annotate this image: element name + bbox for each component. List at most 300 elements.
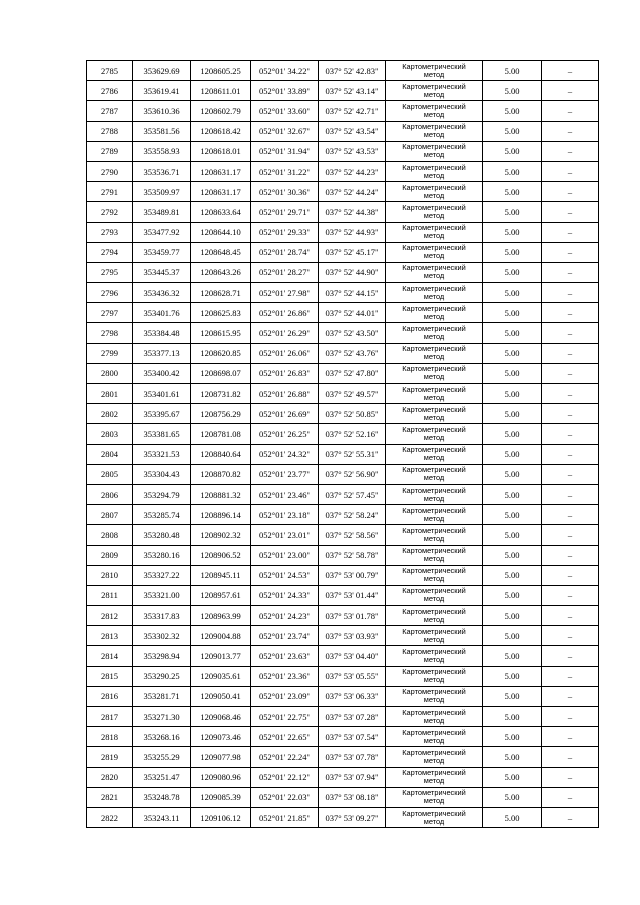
dash-cell: –: [542, 242, 599, 262]
x-coordinate-cell: 353280.48: [133, 525, 191, 545]
y-coordinate-cell: 1208644.10: [191, 222, 251, 242]
method-cell: [386, 161, 483, 181]
latitude-cell: 052°01' 26.69": [251, 404, 319, 424]
y-coordinate-cell: 1208896.14: [191, 505, 251, 525]
dash-cell: –: [542, 101, 599, 121]
y-coordinate-cell: 1208605.25: [191, 61, 251, 81]
method-cell: [386, 444, 483, 464]
accuracy-cell: 5.00: [483, 606, 542, 626]
longitude-cell: 037° 52' 44.38": [319, 202, 386, 222]
accuracy-cell: 5.00: [483, 646, 542, 666]
dash-cell: –: [542, 727, 599, 747]
x-coordinate-cell: 353302.32: [133, 626, 191, 646]
y-coordinate-cell: 1209077.98: [191, 747, 251, 767]
x-coordinate-cell: 353281.71: [133, 686, 191, 706]
method-cell: [386, 283, 483, 303]
x-coordinate-cell: 353304.43: [133, 464, 191, 484]
dash-cell: –: [542, 444, 599, 464]
table-row: [87, 182, 599, 202]
method-line1: Картометрический: [402, 101, 466, 111]
latitude-cell: 052°01' 23.36": [251, 666, 319, 686]
method-cell: [386, 707, 483, 727]
y-coordinate-cell: 1208631.17: [191, 161, 251, 181]
table-row: [87, 505, 599, 525]
latitude-cell: 052°01' 26.29": [251, 323, 319, 343]
latitude-cell: 052°01' 26.83": [251, 363, 319, 383]
y-coordinate-cell: 1209068.46: [191, 707, 251, 727]
point-number-cell: 2810: [87, 565, 133, 585]
x-coordinate-cell: 353327.22: [133, 565, 191, 585]
dash-cell: –: [542, 141, 599, 161]
x-coordinate-cell: 353377.13: [133, 343, 191, 363]
point-number-cell: 2800: [87, 363, 133, 383]
accuracy-cell: 5.00: [483, 121, 542, 141]
table-row: [87, 767, 599, 787]
method-line2: метод: [423, 816, 445, 826]
method-line1: Картометрический: [402, 424, 466, 434]
method-line2: метод: [423, 352, 445, 362]
table-row: [87, 646, 599, 666]
y-coordinate-cell: 1208631.17: [191, 182, 251, 202]
method-line2: метод: [423, 776, 445, 786]
method-line1: Картометрический: [402, 747, 466, 757]
method-line2: метод: [423, 412, 445, 422]
method-line1: Картометрический: [402, 566, 466, 576]
table-row: [87, 404, 599, 424]
point-number-cell: 2793: [87, 222, 133, 242]
point-number-cell: 2821: [87, 787, 133, 807]
latitude-cell: 052°01' 26.88": [251, 384, 319, 404]
x-coordinate-cell: 353248.78: [133, 787, 191, 807]
table-row: [87, 545, 599, 565]
longitude-cell: 037° 53' 06.33": [319, 686, 386, 706]
y-coordinate-cell: 1208618.42: [191, 121, 251, 141]
method-line1: Картометрический: [402, 626, 466, 636]
dash-cell: –: [542, 121, 599, 141]
method-line1: Картометрический: [402, 243, 466, 253]
method-line2: метод: [423, 251, 445, 261]
method-line2: метод: [423, 493, 445, 503]
longitude-cell: 037° 53' 00.79": [319, 565, 386, 585]
method-cell: [386, 101, 483, 121]
accuracy-cell: 5.00: [483, 484, 542, 504]
method-line1: Картометрический: [402, 445, 466, 455]
dash-cell: –: [542, 707, 599, 727]
method-line2: метод: [423, 554, 445, 564]
accuracy-cell: 5.00: [483, 464, 542, 484]
dash-cell: –: [542, 81, 599, 101]
dash-cell: –: [542, 202, 599, 222]
table-row: [87, 565, 599, 585]
table-row: [87, 727, 599, 747]
y-coordinate-cell: 1208902.32: [191, 525, 251, 545]
longitude-cell: 037° 53' 03.93": [319, 626, 386, 646]
longitude-cell: 037° 52' 58.24": [319, 505, 386, 525]
method-line1: Картометрический: [402, 465, 466, 475]
y-coordinate-cell: 1208633.64: [191, 202, 251, 222]
y-coordinate-cell: 1208698.07: [191, 363, 251, 383]
latitude-cell: 052°01' 22.75": [251, 707, 319, 727]
method-line1: Картометрический: [402, 727, 466, 737]
point-number-cell: 2791: [87, 182, 133, 202]
method-line2: метод: [423, 655, 445, 665]
table-row: [87, 606, 599, 626]
dash-cell: –: [542, 807, 599, 827]
longitude-cell: 037° 53' 07.54": [319, 727, 386, 747]
longitude-cell: 037° 52' 56.90": [319, 464, 386, 484]
longitude-cell: 037° 52' 42.83": [319, 61, 386, 81]
longitude-cell: 037° 53' 01.44": [319, 585, 386, 605]
method-line2: метод: [423, 332, 445, 342]
longitude-cell: 037° 52' 57.45": [319, 484, 386, 504]
table-row: [87, 747, 599, 767]
x-coordinate-cell: 353255.29: [133, 747, 191, 767]
table-row: [87, 424, 599, 444]
y-coordinate-cell: 1208906.52: [191, 545, 251, 565]
longitude-cell: 037° 52' 44.24": [319, 182, 386, 202]
method-cell: [386, 363, 483, 383]
latitude-cell: 052°01' 23.46": [251, 484, 319, 504]
longitude-cell: 037° 52' 58.56": [319, 525, 386, 545]
latitude-cell: 052°01' 31.22": [251, 161, 319, 181]
method-line1: Картометрический: [402, 768, 466, 778]
method-line1: Картометрический: [402, 162, 466, 172]
point-number-cell: 2797: [87, 303, 133, 323]
method-line1: Картометрический: [402, 546, 466, 556]
x-coordinate-cell: 353401.61: [133, 384, 191, 404]
accuracy-cell: 5.00: [483, 525, 542, 545]
longitude-cell: 037° 52' 49.57": [319, 384, 386, 404]
accuracy-cell: 5.00: [483, 222, 542, 242]
y-coordinate-cell: 1208963.99: [191, 606, 251, 626]
table-row: [87, 343, 599, 363]
point-number-cell: 2812: [87, 606, 133, 626]
longitude-cell: 037° 53' 01.78": [319, 606, 386, 626]
latitude-cell: 052°01' 23.77": [251, 464, 319, 484]
x-coordinate-cell: 353489.81: [133, 202, 191, 222]
table-row: [87, 242, 599, 262]
accuracy-cell: 5.00: [483, 767, 542, 787]
method-line2: метод: [423, 675, 445, 685]
method-line2: метод: [423, 796, 445, 806]
dash-cell: –: [542, 343, 599, 363]
method-cell: [386, 727, 483, 747]
x-coordinate-cell: 353268.16: [133, 727, 191, 747]
method-cell: [386, 545, 483, 565]
method-line1: Картометрический: [402, 344, 466, 354]
y-coordinate-cell: 1208615.95: [191, 323, 251, 343]
longitude-cell: 037° 52' 43.14": [319, 81, 386, 101]
longitude-cell: 037° 53' 07.94": [319, 767, 386, 787]
method-line1: Картометрический: [402, 384, 466, 394]
accuracy-cell: 5.00: [483, 384, 542, 404]
method-line1: Картометрический: [402, 404, 466, 414]
dash-cell: –: [542, 666, 599, 686]
dash-cell: –: [542, 303, 599, 323]
method-line2: метод: [423, 574, 445, 584]
method-line2: метод: [423, 130, 445, 140]
method-cell: [386, 384, 483, 404]
table-row: [87, 384, 599, 404]
longitude-cell: 037° 52' 47.80": [319, 363, 386, 383]
table-row: [87, 464, 599, 484]
accuracy-cell: 5.00: [483, 283, 542, 303]
method-line2: метод: [423, 170, 445, 180]
accuracy-cell: 5.00: [483, 262, 542, 282]
latitude-cell: 052°01' 28.27": [251, 262, 319, 282]
longitude-cell: 037° 52' 44.90": [319, 262, 386, 282]
dash-cell: –: [542, 585, 599, 605]
point-number-cell: 2788: [87, 121, 133, 141]
point-number-cell: 2811: [87, 585, 133, 605]
x-coordinate-cell: 353298.94: [133, 646, 191, 666]
x-coordinate-cell: 353285.74: [133, 505, 191, 525]
table-row: [87, 807, 599, 827]
dash-cell: –: [542, 424, 599, 444]
accuracy-cell: 5.00: [483, 404, 542, 424]
method-cell: [386, 343, 483, 363]
latitude-cell: 052°01' 26.86": [251, 303, 319, 323]
method-line1: Картометрический: [402, 202, 466, 212]
x-coordinate-cell: 353629.69: [133, 61, 191, 81]
method-line2: метод: [423, 432, 445, 442]
point-number-cell: 2804: [87, 444, 133, 464]
method-cell: [386, 61, 483, 81]
y-coordinate-cell: 1208625.83: [191, 303, 251, 323]
method-line2: метод: [423, 533, 445, 543]
point-number-cell: 2790: [87, 161, 133, 181]
method-cell: [386, 182, 483, 202]
y-coordinate-cell: 1209013.77: [191, 646, 251, 666]
y-coordinate-cell: 1208620.85: [191, 343, 251, 363]
method-cell: [386, 606, 483, 626]
x-coordinate-cell: 353445.37: [133, 262, 191, 282]
longitude-cell: 037° 52' 42.71": [319, 101, 386, 121]
method-line2: метод: [423, 392, 445, 402]
dash-cell: –: [542, 363, 599, 383]
dash-cell: –: [542, 767, 599, 787]
table-row: [87, 666, 599, 686]
longitude-cell: 037° 52' 44.23": [319, 161, 386, 181]
dash-cell: –: [542, 646, 599, 666]
method-line1: Картометрический: [402, 808, 466, 818]
accuracy-cell: 5.00: [483, 303, 542, 323]
latitude-cell: 052°01' 21.85": [251, 807, 319, 827]
accuracy-cell: 5.00: [483, 101, 542, 121]
x-coordinate-cell: 353294.79: [133, 484, 191, 504]
method-cell: [386, 585, 483, 605]
point-number-cell: 2802: [87, 404, 133, 424]
latitude-cell: 052°01' 29.71": [251, 202, 319, 222]
table-row: [87, 707, 599, 727]
dash-cell: –: [542, 222, 599, 242]
method-line2: метод: [423, 715, 445, 725]
longitude-cell: 037° 52' 44.15": [319, 283, 386, 303]
x-coordinate-cell: 353395.67: [133, 404, 191, 424]
table-row: [87, 81, 599, 101]
point-number-cell: 2798: [87, 323, 133, 343]
method-line2: метод: [423, 634, 445, 644]
x-coordinate-cell: 353321.53: [133, 444, 191, 464]
x-coordinate-cell: 353384.48: [133, 323, 191, 343]
y-coordinate-cell: 1208648.45: [191, 242, 251, 262]
method-line1: Картометрический: [402, 647, 466, 657]
dash-cell: –: [542, 182, 599, 202]
accuracy-cell: 5.00: [483, 807, 542, 827]
method-cell: [386, 323, 483, 343]
x-coordinate-cell: 353401.76: [133, 303, 191, 323]
x-coordinate-cell: 353321.00: [133, 585, 191, 605]
method-line1: Картометрический: [402, 263, 466, 273]
method-line1: Картометрический: [402, 485, 466, 495]
method-line1: Картометрический: [402, 303, 466, 313]
method-cell: [386, 303, 483, 323]
method-line2: метод: [423, 109, 445, 119]
method-line1: Картометрический: [402, 283, 466, 293]
method-line2: метод: [423, 735, 445, 745]
method-cell: [386, 141, 483, 161]
point-number-cell: 2794: [87, 242, 133, 262]
accuracy-cell: 5.00: [483, 202, 542, 222]
method-line2: метод: [423, 271, 445, 281]
method-cell: [386, 202, 483, 222]
accuracy-cell: 5.00: [483, 343, 542, 363]
dash-cell: –: [542, 565, 599, 585]
method-line2: метод: [423, 150, 445, 160]
point-number-cell: 2792: [87, 202, 133, 222]
method-cell: [386, 626, 483, 646]
point-number-cell: 2799: [87, 343, 133, 363]
method-line2: метод: [423, 69, 445, 79]
table-row: [87, 686, 599, 706]
latitude-cell: 052°01' 27.98": [251, 283, 319, 303]
latitude-cell: 052°01' 26.25": [251, 424, 319, 444]
method-line1: Картометрический: [402, 586, 466, 596]
method-line1: Картометрический: [402, 687, 466, 697]
longitude-cell: 037° 52' 43.53": [319, 141, 386, 161]
y-coordinate-cell: 1209035.61: [191, 666, 251, 686]
method-line1: Картометрический: [402, 606, 466, 616]
method-line1: Картометрический: [402, 324, 466, 334]
point-number-cell: 2822: [87, 807, 133, 827]
point-number-cell: 2808: [87, 525, 133, 545]
point-number-cell: 2819: [87, 747, 133, 767]
latitude-cell: 052°01' 23.00": [251, 545, 319, 565]
latitude-cell: 052°01' 33.89": [251, 81, 319, 101]
method-cell: [386, 807, 483, 827]
table-row: [87, 363, 599, 383]
longitude-cell: 037° 52' 43.54": [319, 121, 386, 141]
x-coordinate-cell: 353317.83: [133, 606, 191, 626]
dash-cell: –: [542, 384, 599, 404]
method-line2: метод: [423, 190, 445, 200]
accuracy-cell: 5.00: [483, 363, 542, 383]
point-number-cell: 2805: [87, 464, 133, 484]
accuracy-cell: 5.00: [483, 161, 542, 181]
latitude-cell: 052°01' 22.65": [251, 727, 319, 747]
dash-cell: –: [542, 61, 599, 81]
accuracy-cell: 5.00: [483, 626, 542, 646]
table-row: [87, 262, 599, 282]
dash-cell: –: [542, 606, 599, 626]
latitude-cell: 052°01' 23.63": [251, 646, 319, 666]
x-coordinate-cell: 353558.93: [133, 141, 191, 161]
accuracy-cell: 5.00: [483, 707, 542, 727]
latitude-cell: 052°01' 23.09": [251, 686, 319, 706]
table-row: [87, 525, 599, 545]
longitude-cell: 037° 52' 52.16": [319, 424, 386, 444]
y-coordinate-cell: 1208781.08: [191, 424, 251, 444]
y-coordinate-cell: 1208945.11: [191, 565, 251, 585]
latitude-cell: 052°01' 24.53": [251, 565, 319, 585]
y-coordinate-cell: 1208731.82: [191, 384, 251, 404]
latitude-cell: 052°01' 22.12": [251, 767, 319, 787]
longitude-cell: 037° 52' 43.50": [319, 323, 386, 343]
x-coordinate-cell: 353536.71: [133, 161, 191, 181]
x-coordinate-cell: 353436.32: [133, 283, 191, 303]
method-cell: [386, 686, 483, 706]
method-line1: Картометрический: [402, 122, 466, 132]
x-coordinate-cell: 353610.36: [133, 101, 191, 121]
longitude-cell: 037° 52' 45.17": [319, 242, 386, 262]
longitude-cell: 037° 52' 58.78": [319, 545, 386, 565]
method-cell: [386, 464, 483, 484]
y-coordinate-cell: 1209073.46: [191, 727, 251, 747]
dash-cell: –: [542, 525, 599, 545]
y-coordinate-cell: 1208870.82: [191, 464, 251, 484]
table-row: [87, 222, 599, 242]
latitude-cell: 052°01' 24.33": [251, 585, 319, 605]
y-coordinate-cell: 1208602.79: [191, 101, 251, 121]
method-cell: [386, 404, 483, 424]
y-coordinate-cell: 1209106.12: [191, 807, 251, 827]
method-line1: Картометрический: [402, 182, 466, 192]
table-row: [87, 444, 599, 464]
dash-cell: –: [542, 545, 599, 565]
y-coordinate-cell: 1209080.96: [191, 767, 251, 787]
accuracy-cell: 5.00: [483, 81, 542, 101]
point-number-cell: 2796: [87, 283, 133, 303]
point-number-cell: 2789: [87, 141, 133, 161]
accuracy-cell: 5.00: [483, 424, 542, 444]
accuracy-cell: 5.00: [483, 61, 542, 81]
point-number-cell: 2795: [87, 262, 133, 282]
dash-cell: –: [542, 505, 599, 525]
table-row: [87, 626, 599, 646]
method-line2: метод: [423, 231, 445, 241]
point-number-cell: 2807: [87, 505, 133, 525]
point-number-cell: 2803: [87, 424, 133, 444]
latitude-cell: 052°01' 32.67": [251, 121, 319, 141]
method-cell: [386, 666, 483, 686]
x-coordinate-cell: 353581.56: [133, 121, 191, 141]
longitude-cell: 037° 52' 50.85": [319, 404, 386, 424]
longitude-cell: 037° 52' 43.76": [319, 343, 386, 363]
dash-cell: –: [542, 283, 599, 303]
x-coordinate-cell: 353509.97: [133, 182, 191, 202]
table-row: [87, 323, 599, 343]
method-line2: метод: [423, 513, 445, 523]
x-coordinate-cell: 353290.25: [133, 666, 191, 686]
table-row: [87, 585, 599, 605]
method-line2: метод: [423, 89, 445, 99]
point-number-cell: 2816: [87, 686, 133, 706]
y-coordinate-cell: 1208628.71: [191, 283, 251, 303]
method-line1: Картометрический: [402, 667, 466, 677]
latitude-cell: 052°01' 31.94": [251, 141, 319, 161]
method-cell: [386, 262, 483, 282]
method-cell: [386, 222, 483, 242]
